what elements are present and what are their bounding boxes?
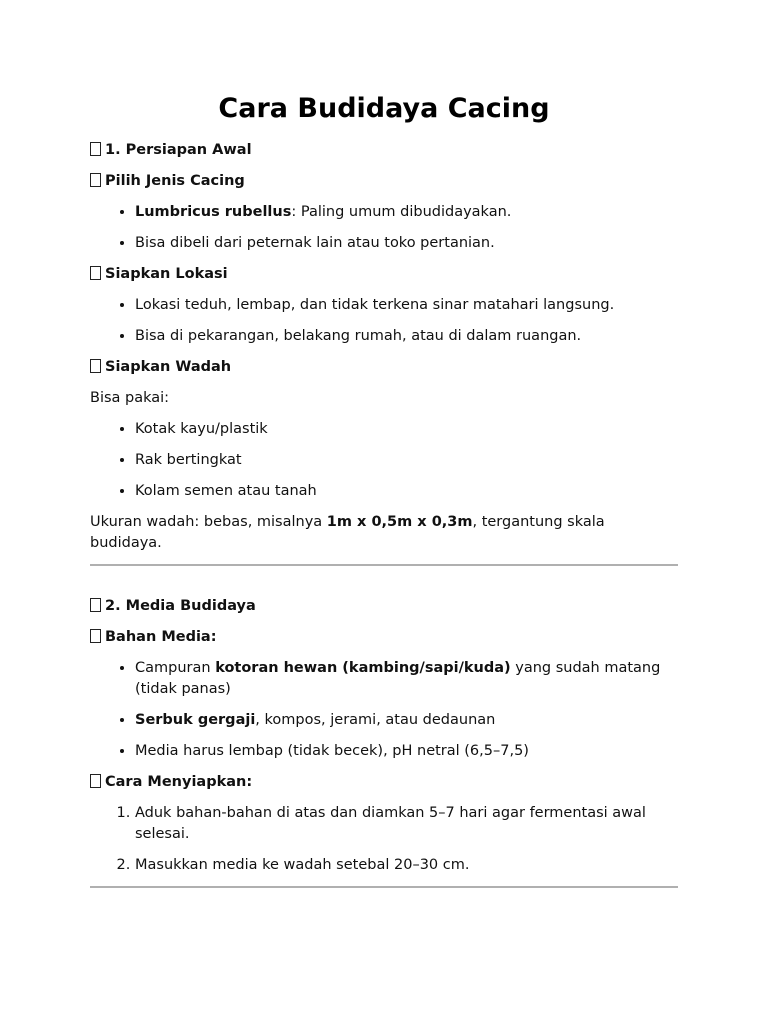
list-item: • Kolam semen atau tanah	[135, 481, 678, 502]
list-item: • Kotak kayu/plastik	[135, 419, 678, 440]
list-pilih-jenis	[90, 202, 678, 254]
section-heading-media: 2. Media Budidaya	[90, 596, 678, 617]
list-siapkan-lokasi	[90, 295, 678, 347]
list-item: • Campuran kotoran hewan (kambing/sapi/kuda) yang sudah matang (tidak panas)	[135, 658, 678, 700]
list-item: • Media harus lembap (tidak becek), pH netral (6,5–7,5)	[135, 741, 678, 762]
subheading-siapkan-lokasi: Siapkan Lokasi	[90, 264, 678, 285]
list-item: • Bisa dibeli dari peternak lain atau toko pertanian.	[135, 233, 678, 254]
wadah-intro: Bisa pakai:	[90, 390, 170, 406]
missing-glyph-icon	[90, 598, 101, 612]
subheading-cara-menyiapkan: Cara Menyiapkan:	[90, 772, 678, 793]
list-item: • Rak bertingkat	[135, 450, 678, 471]
section-heading-persiapan: 1. Persiapan Awal	[90, 140, 678, 161]
list-item: • Serbuk gergaji, kompos, jerami, atau dedaunan	[135, 710, 678, 731]
list-item: • Lumbricus rubellus: Paling umum dibudidayakan.	[135, 202, 678, 223]
list-item: 1. Aduk bahan-bahan di atas dan diamkan 5–7 hari agar fermentasi awal selesai.	[135, 803, 678, 845]
section-divider	[90, 886, 678, 888]
subheading-pilih-jenis: Pilih Jenis Cacing	[90, 171, 678, 192]
list-bahan-media	[90, 658, 678, 762]
subheading-bahan-media: Bahan Media:	[90, 627, 678, 648]
list-item: • Bisa di pekarangan, belakang rumah, atau di dalam ruangan.	[135, 326, 678, 347]
missing-glyph-icon	[90, 629, 101, 643]
wadah-size-paragraph: Ukuran wadah: bebas, misalnya 1m x 0,5m x 0,3m, tergantung skala budidaya.	[90, 514, 605, 551]
missing-glyph-icon	[90, 774, 101, 788]
missing-glyph-icon	[90, 173, 101, 187]
list-wadah	[90, 419, 678, 502]
list-item: • Lokasi teduh, lembap, dan tidak terkena sinar matahari langsung.	[135, 295, 678, 316]
missing-glyph-icon	[90, 142, 101, 156]
subheading-siapkan-wadah: Siapkan Wadah	[90, 357, 678, 378]
list-cara-menyiapkan	[90, 803, 678, 876]
missing-glyph-icon	[90, 266, 101, 280]
list-item: 2. Masukkan media ke wadah setebal 20–30 cm.	[135, 855, 678, 876]
page-title: Cara Budidaya Cacing	[218, 93, 550, 124]
missing-glyph-icon	[90, 359, 101, 373]
document-content	[90, 92, 678, 918]
section-divider	[90, 564, 678, 566]
